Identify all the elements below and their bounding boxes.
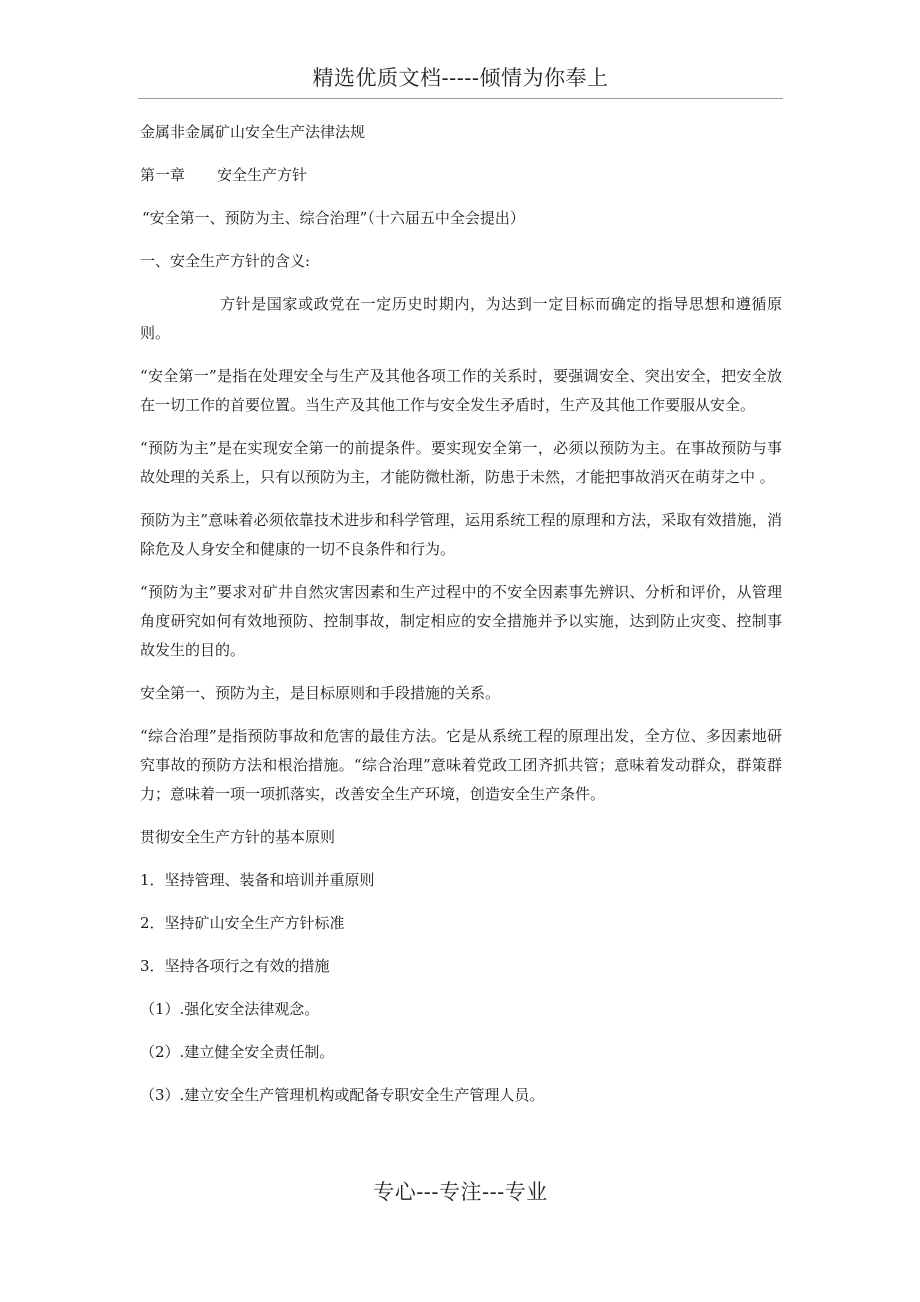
principles-heading: 贯彻安全生产方针的基本原则 — [140, 828, 336, 846]
sub-list-item: （1）.强化安全法律观念。 — [140, 1000, 320, 1018]
chapter-heading — [140, 161, 782, 190]
section-heading: 一、安全生产方针的含义: — [140, 252, 311, 270]
list-item: 1．坚持管理、装备和培训并重原则 — [140, 871, 375, 889]
sub-list-item: （2）.建立健全安全责任制。 — [140, 1043, 335, 1061]
page-footer: 专心---专注---专业 — [373, 1180, 548, 1204]
paragraph: “预防为主”要求对矿井自然灾害因素和生产过程中的不安全因素事先辨识、分析和评价，从管理角度研究如何有效地预防、控制事故，制定相应的安全措施并予以实施，达到防止灾变、控制事故发生的目的。 — [140, 583, 782, 659]
paragraph: 预防为主”意味着必须依靠技术进步和科学管理，运用系统工程的原理和方法，采取有效措施，消除危及人身安全和健康的一切不良条件和行为。 — [140, 511, 782, 558]
paragraph: “预防为主”是在实现安全第一的前提条件。要实现安全第一，必须以预防为主。在事故预防与事故处理的关系上，只有以预防为主，才能防微杜渐，防患于未然，才能把事故消灭在萌芽之中 。 — [140, 439, 782, 486]
chapter-title: 安全生产方针 — [217, 166, 308, 184]
document-body — [140, 118, 782, 1124]
sub-list-item: （3）.建立安全生产管理机构或配备专职安全生产管理人员。 — [140, 1086, 545, 1104]
chapter-number: 第一章 — [140, 166, 186, 184]
list-item: 3．坚持各项行之有效的措施 — [140, 957, 330, 975]
document-title: 金属非金属矿山安全生产法律法规 — [140, 123, 366, 141]
policy-quote: “安全第一、预防为主、综合治理”（十六届五中全会提出） — [142, 209, 525, 227]
paragraph: 安全第一、预防为主，是目标原则和手段措施的关系。 — [140, 684, 501, 702]
header-divider — [138, 98, 783, 99]
paragraph: “安全第一”是指在处理安全与生产及其他各项工作的关系时，要强调安全、突出安全，把安全放在一切工作的首要位置。当生产及其他工作与安全发生矛盾时，生产及其他工作要服从安全。 — [140, 367, 782, 414]
list-item: 2．坚持矿山安全生产方针标准 — [140, 914, 345, 932]
paragraph: 方针是国家或政党在一定历史时期内，为达到一定目标而确定的指导思想和遵循原则。 — [140, 295, 782, 342]
paragraph: “综合治理”是指预防事故和危害的最佳方法。它是从系统工程的原理出发，全方位、多因素地研究事故的预防方法和根治措施。“综合治理”意味着党政工团齐抓共管；意味着发动群众，群策群力；意味着一项一项抓落实，改善安全生产环境，创造安全生产条件。 — [140, 727, 782, 803]
page-header: 精选优质文档-----倾情为你奉上 — [312, 66, 609, 90]
